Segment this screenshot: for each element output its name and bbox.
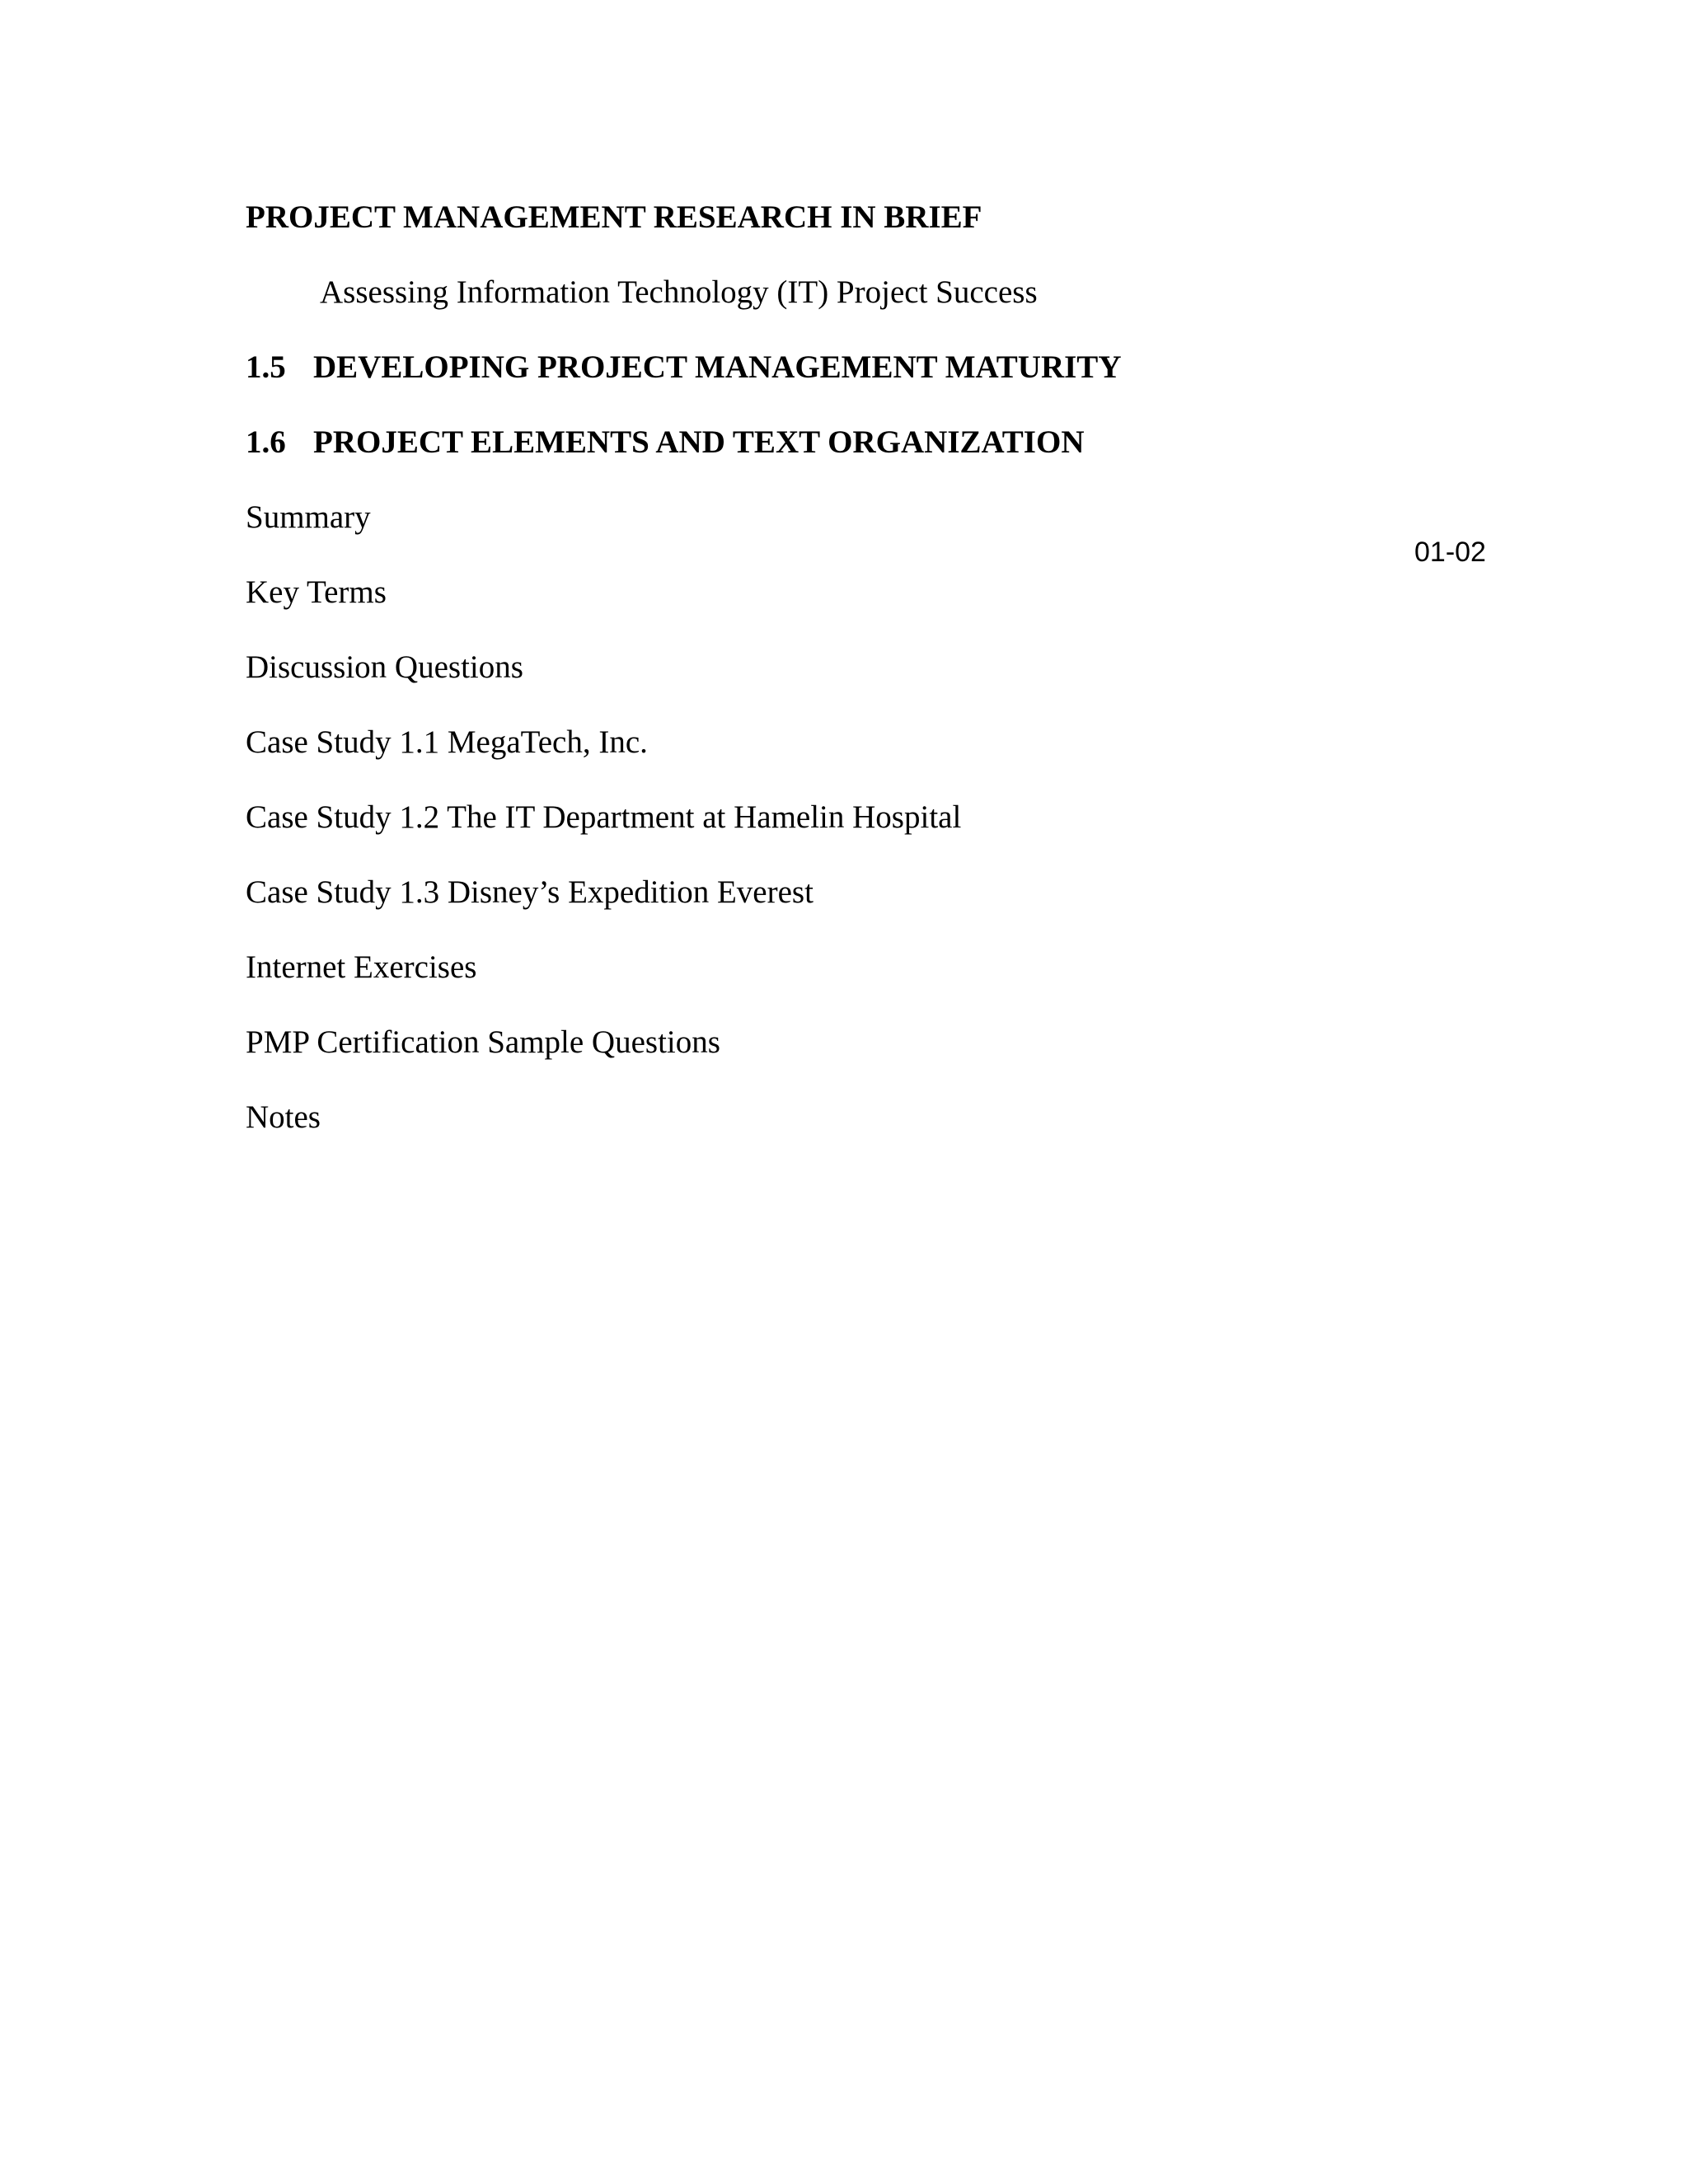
toc-item-text: Internet Exercises <box>246 949 477 985</box>
section-number: 1.5 <box>246 349 286 385</box>
toc-item-case-study-1-1 <box>246 726 648 758</box>
subheading-text: Assessing Information Technology (IT) Project Success <box>320 274 1038 310</box>
toc-item-pmp-questions <box>246 1026 720 1058</box>
toc-item-text: Case Study 1.1 MegaTech, Inc. <box>246 724 648 760</box>
section-heading-1-6 <box>246 426 1085 458</box>
toc-item-text: Case Study 1.3 Disney’s Expedition Everest <box>246 874 814 910</box>
toc-item-case-study-1-2 <box>246 801 961 833</box>
toc-item-internet-exercises <box>246 951 476 983</box>
toc-item-text: Discussion Questions <box>246 649 523 685</box>
toc-item-text: Notes <box>246 1099 321 1135</box>
toc-item-case-study-1-3 <box>246 876 814 908</box>
toc-item-summary <box>246 501 371 533</box>
heading-research-in-brief <box>246 201 982 233</box>
toc-item-text: Key Terms <box>246 574 387 610</box>
toc-item-text: Case Study 1.2 The IT Department at Hamelin Hospital <box>246 799 962 835</box>
toc-item-text: PMP Certification Sample Questions <box>246 1024 720 1060</box>
section-heading-1-5 <box>246 351 1121 383</box>
section-title: PROJECT ELEMENTS AND TEXT ORGANIZATION <box>313 424 1085 460</box>
subheading-it-project-success <box>320 276 1038 308</box>
section-number: 1.6 <box>246 424 286 460</box>
toc-item-notes <box>246 1101 321 1133</box>
heading-text: PROJECT MANAGEMENT RESEARCH IN BRIEF <box>246 199 982 235</box>
page-code: 01-02 <box>1414 537 1486 568</box>
toc-item-discussion-questions <box>246 651 523 683</box>
section-title: DEVELOPING PROJECT MANAGEMENT MATURITY <box>313 349 1122 385</box>
toc-item-key-terms <box>246 576 387 608</box>
toc-item-text: Summary <box>246 499 371 535</box>
